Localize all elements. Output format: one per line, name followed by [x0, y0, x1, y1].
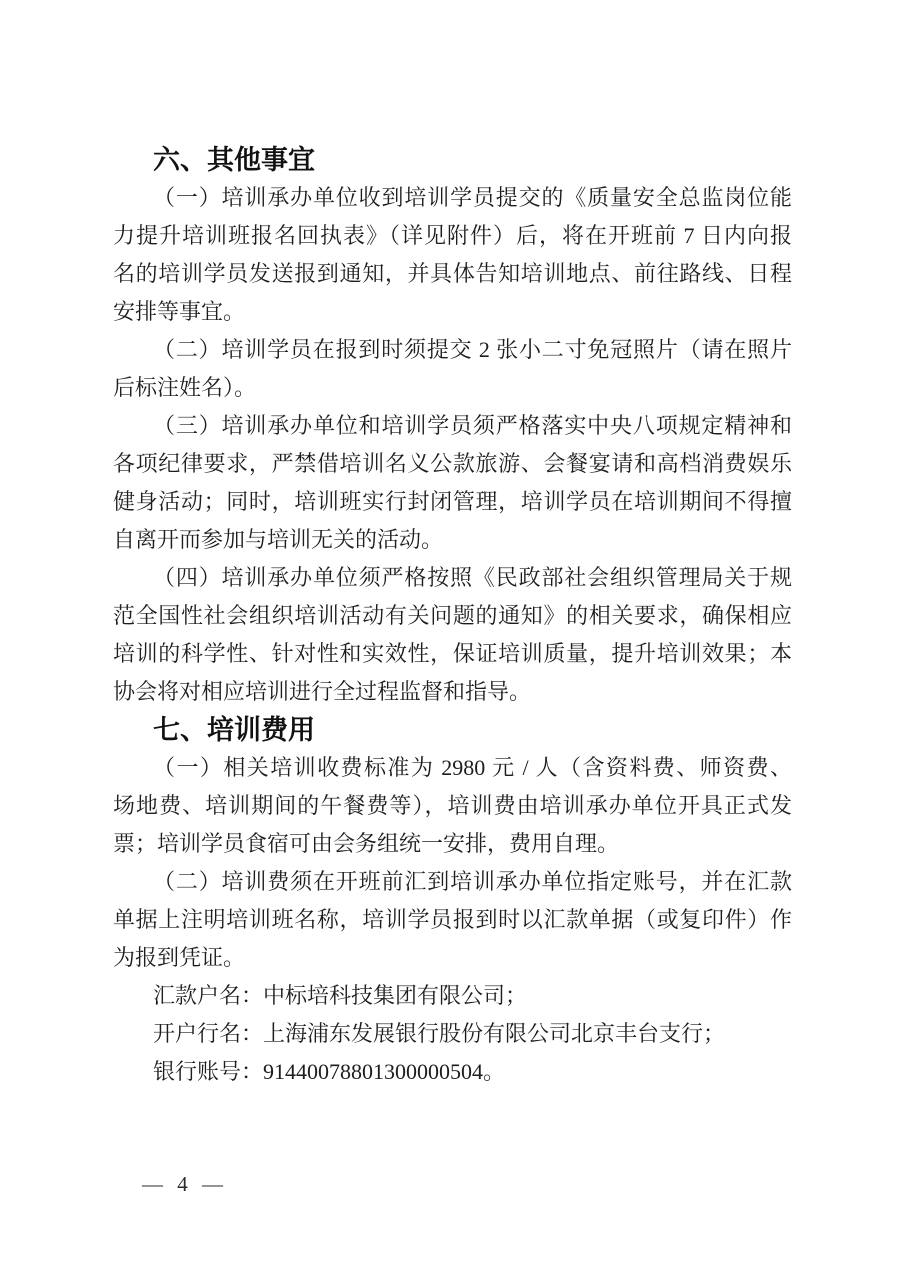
- heading-section-6: 六、其他事宜: [153, 145, 315, 175]
- p6-4-line-4: 协会将对相应培训进行全过程监督和指导。: [113, 679, 532, 704]
- p7-1-line-3: 票；培训学员食宿可由会务组统一安排，费用自理。: [113, 831, 620, 856]
- remit-account-name-line: 汇款户名：中标培科技集团有限公司；: [153, 983, 528, 1008]
- p7-1-line-1: （一）相关培训收费标准为 2980 元 / 人（含资料费、师资费、: [153, 755, 792, 780]
- p6-3-line-4: 自离开而参加与培训无关的活动。: [113, 527, 444, 552]
- p6-3-line-2: 各项纪律要求，严禁借培训名义公款旅游、会餐宴请和高档消费娱乐: [113, 451, 792, 476]
- p6-4-line-2: 范全国性社会组织培训活动有关问题的通知》的相关要求，确保相应: [113, 603, 792, 628]
- p6-2-line-2: 后标注姓名）。: [113, 375, 257, 400]
- p7-2-line-3: 为报到凭证。: [113, 945, 246, 970]
- p7-1-line-2: 场地费、培训期间的午餐费等），培训费由培训承办单位开具正式发: [113, 793, 792, 818]
- p6-3-line-1: （三）培训承办单位和培训学员须严格落实中央八项规定精神和: [153, 413, 792, 438]
- p6-1-line-4: 安排等事宜。: [113, 299, 246, 324]
- p6-1-line-2: 力提升培训班报名回执表》（详见附件）后，将在开班前 7 日内向报: [113, 223, 792, 248]
- heading-section-7: 七、培训费用: [153, 715, 315, 745]
- p6-4-line-1: （四）培训承办单位须严格按照《民政部社会组织管理局关于规: [153, 565, 792, 590]
- p6-3-line-3: 健身活动；同时，培训班实行封闭管理，培训学员在培训期间不得擅: [113, 489, 792, 514]
- remit-account-number-line: 银行账号：91440078801300000504。: [153, 1059, 506, 1084]
- p7-2-line-2: 单据上注明培训班名称，培训学员报到时以汇款单据（或复印件）作: [113, 907, 792, 932]
- page-number: — 4 —: [142, 1172, 223, 1196]
- p6-1-line-3: 名的培训学员发送报到通知，并具体告知培训地点、前往路线、日程: [113, 261, 792, 286]
- p7-2-line-1: （二）培训费须在开班前汇到培训承办单位指定账号，并在汇款: [153, 869, 792, 894]
- document-body: [113, 141, 792, 1091]
- p6-2-line-1: （二）培训学员在报到时须提交 2 张小二寸免冠照片（请在照片: [153, 337, 792, 362]
- remit-bank-name-line: 开户行名：上海浦东发展银行股份有限公司北京丰台支行；: [153, 1021, 726, 1046]
- p6-1-line-1: （一）培训承办单位收到培训学员提交的《质量安全总监岗位能: [153, 185, 792, 210]
- p6-4-line-3: 培训的科学性、针对性和实效性，保证培训质量，提升培训效果；本: [113, 641, 792, 666]
